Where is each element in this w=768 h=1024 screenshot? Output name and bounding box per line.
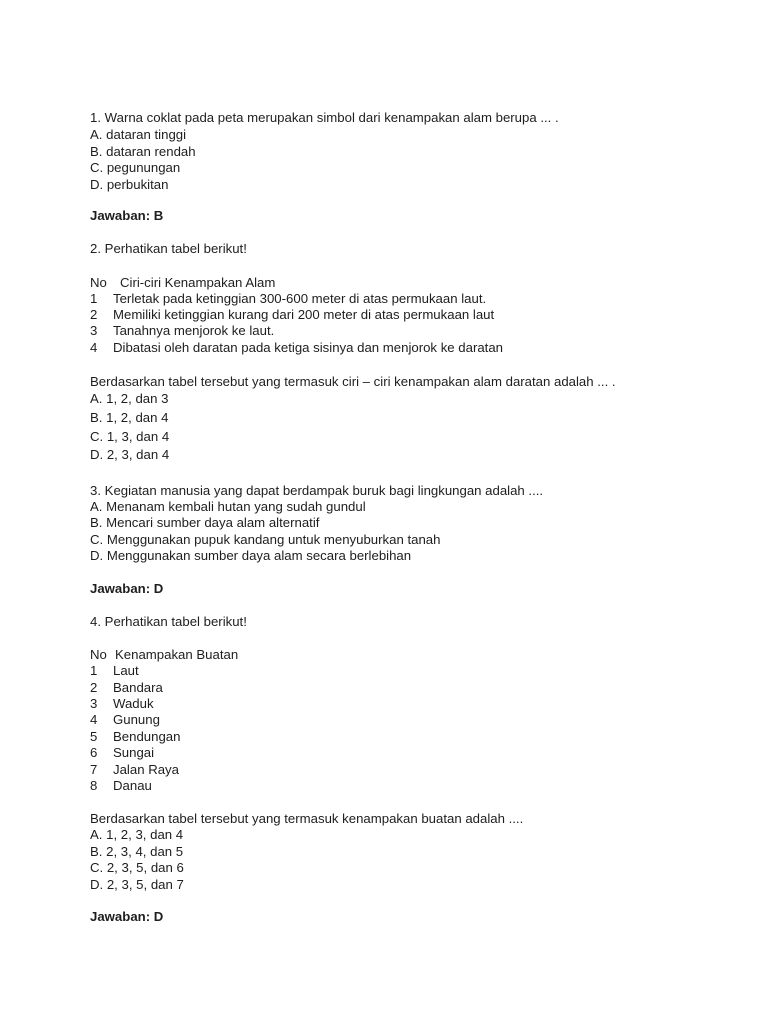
- q2-question: Berdasarkan tabel tersebut yang termasuk ciri – ciri kenampakan alam daratan adalah ... .: [90, 374, 616, 389]
- q2-option-b: B. 1, 2, dan 4: [90, 410, 169, 425]
- q4-table-header: [90, 646, 238, 663]
- table-row: [90, 777, 152, 794]
- q4-answer: Jawaban: D: [90, 909, 164, 924]
- row-number: 2: [90, 680, 98, 695]
- q3-option-d: D. Menggunakan sumber daya alam secara berlebihan: [90, 548, 412, 563]
- q1-option-b: B. dataran rendah: [90, 144, 196, 159]
- q4-intro: 4. Perhatikan tabel berikut!: [90, 614, 247, 629]
- row-number: 8: [90, 778, 98, 793]
- row-number: 5: [90, 729, 98, 744]
- q2-header-no: No: [90, 275, 107, 290]
- q3-option-c: C. Menggunakan pupuk kandang untuk menyuburkan tanah: [90, 532, 441, 547]
- q3-option-b: B. Mencari sumber daya alam alternatif: [90, 515, 320, 530]
- row-number: 2: [90, 307, 98, 322]
- table-row: [90, 662, 139, 679]
- row-text: Bandara: [113, 680, 163, 695]
- row-text: Sungai: [113, 745, 155, 760]
- q4-header-label: Kenampakan Buatan: [115, 647, 239, 662]
- row-text: Jalan Raya: [113, 762, 179, 777]
- q1-option-d: D. perbukitan: [90, 177, 169, 192]
- table-row: [90, 290, 486, 307]
- q1-option-a: A. dataran tinggi: [90, 127, 187, 142]
- row-text: Danau: [113, 778, 152, 793]
- q4-option-b: B. 2, 3, 4, dan 5: [90, 844, 184, 859]
- q4-question: Berdasarkan tabel tersebut yang termasuk kenampakan buatan adalah ....: [90, 811, 524, 826]
- q2-option-a: A. 1, 2, dan 3: [90, 391, 169, 406]
- q4-header-no: No: [90, 647, 107, 662]
- q2-intro: 2. Perhatikan tabel berikut!: [90, 241, 247, 256]
- row-number: 4: [90, 340, 98, 355]
- q2-table-header: [90, 274, 275, 291]
- row-number: 1: [90, 663, 98, 678]
- q1-question: 1. Warna coklat pada peta merupakan simbol dari kenampakan alam berupa ... .: [90, 110, 559, 125]
- table-row: [90, 744, 154, 761]
- table-row: [90, 679, 163, 696]
- q4-option-c: C. 2, 3, 5, dan 6: [90, 860, 184, 875]
- row-text: Dibatasi oleh daratan pada ketiga sisinya dan menjorok ke daratan: [113, 340, 504, 355]
- row-text: Bendungan: [113, 729, 181, 744]
- q3-answer: Jawaban: D: [90, 581, 164, 596]
- table-row: [90, 322, 274, 339]
- table-row: [90, 711, 160, 728]
- row-text: Laut: [113, 663, 139, 678]
- row-text: Waduk: [113, 696, 154, 711]
- q2-header-label: Ciri-ciri Kenampakan Alam: [120, 275, 276, 290]
- table-row: [90, 339, 503, 356]
- q4-option-a: A. 1, 2, 3, dan 4: [90, 827, 184, 842]
- q1-answer: Jawaban: B: [90, 208, 164, 223]
- table-row: [90, 306, 494, 323]
- q4-option-d: D. 2, 3, 5, dan 7: [90, 877, 184, 892]
- table-row: [90, 761, 179, 778]
- row-text: Gunung: [113, 712, 160, 727]
- q2-option-c: C. 1, 3, dan 4: [90, 429, 170, 444]
- row-number: 3: [90, 323, 98, 338]
- q3-question: 3. Kegiatan manusia yang dapat berdampak buruk bagi lingkungan adalah ....: [90, 483, 544, 498]
- row-text: Terletak pada ketinggian 300-600 meter di atas permukaan laut.: [113, 291, 487, 306]
- q2-option-d: D. 2, 3, dan 4: [90, 447, 170, 462]
- row-number: 3: [90, 696, 98, 711]
- row-number: 4: [90, 712, 98, 727]
- row-text: Memiliki ketinggian kurang dari 200 meter di atas permukaan laut: [113, 307, 495, 322]
- q1-option-c: C. pegunungan: [90, 160, 181, 175]
- row-text: Tanahnya menjorok ke laut.: [113, 323, 275, 338]
- table-row: [90, 728, 180, 745]
- table-row: [90, 695, 154, 712]
- row-number: 1: [90, 291, 98, 306]
- row-number: 6: [90, 745, 98, 760]
- q3-option-a: A. Menanam kembali hutan yang sudah gundul: [90, 499, 366, 514]
- row-number: 7: [90, 762, 98, 777]
